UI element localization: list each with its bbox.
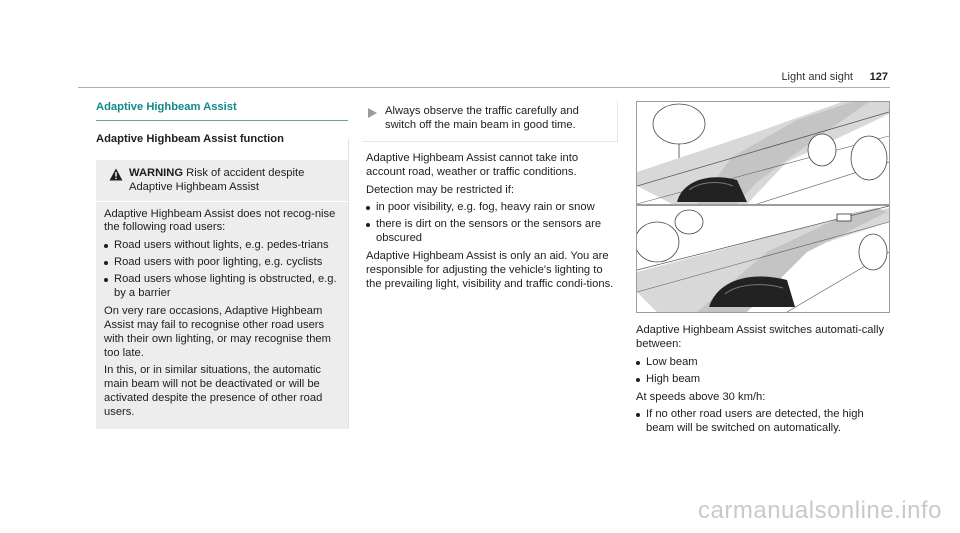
list-item: Road users with poor lighting, e.g. cyclists — [104, 256, 340, 270]
paragraph: Adaptive Highbeam Assist is only an aid. You are responsible for adjusting the vehicle's lighting to the prevailing light, visibility and traffic condi-tions. — [366, 250, 614, 290]
beam-list — [636, 356, 890, 387]
column-divider — [348, 139, 349, 429]
restriction-list — [366, 201, 618, 246]
section-title: Adaptive Highbeam Assist — [96, 101, 348, 121]
paragraph: At speeds above 30 km/h: — [636, 390, 766, 403]
middle-column — [366, 101, 618, 296]
tip-box — [362, 101, 618, 142]
warning-para-1: On very rare occasions, Adaptive Highbeam Assist may fail to recognise other road users with their own lighting, or may recognise them too late. — [104, 304, 331, 359]
list-item: High beam — [636, 373, 890, 387]
right-column — [636, 101, 890, 440]
sub-title: Adaptive Highbeam Assist function — [96, 132, 284, 145]
warning-triangle-icon — [109, 168, 123, 181]
warning-box — [96, 160, 348, 429]
running-header: Light and sight — [781, 71, 853, 83]
list-item: Road users without lights, e.g. pedes-trians — [104, 239, 340, 253]
list-item: Road users whose lighting is obstructed, e.g. by a barrier — [104, 273, 340, 301]
page-number: 127 — [869, 71, 888, 83]
warning-heading — [96, 167, 348, 202]
warning-para-2: In this, or in similar situations, the automatic main beam will not be deactivated or will be activated despite the presence of other road users. — [104, 364, 323, 419]
highbeam-diagram-image — [637, 102, 889, 312]
list-item: If no other road users are detected, the high beam will be switched on automatically. — [636, 408, 890, 436]
left-column — [96, 101, 348, 429]
warning-intro: Adaptive Highbeam Assist does not recog-nise the following road users: — [104, 207, 336, 234]
paragraph: Adaptive Highbeam Assist cannot take into account road, weather or traffic conditions. — [366, 151, 579, 178]
watermark: carmanualsonline.info — [698, 497, 942, 525]
warning-label: WARNING — [129, 166, 184, 179]
list-item: in poor visibility, e.g. fog, heavy rain or snow — [366, 201, 618, 215]
highbeam-illustration — [636, 101, 890, 313]
play-arrow-icon — [368, 108, 377, 118]
speed-list — [636, 408, 890, 436]
paragraph: Adaptive Highbeam Assist switches automati-cally between: — [636, 324, 885, 350]
warning-heading-text — [129, 167, 340, 195]
list-item: there is dirt on the sensors or the sensors are obscured — [366, 218, 618, 246]
warning-heading-desc: Risk of accident despite Adaptive Highbeam Assist — [129, 166, 305, 193]
warning-list — [104, 239, 340, 301]
tip-text: Always observe the traffic carefully and switch off the main beam in good time. — [385, 105, 579, 131]
list-item: Low beam — [636, 356, 890, 370]
header-rule — [78, 87, 890, 88]
paragraph: Detection may be restricted if: — [366, 183, 514, 196]
